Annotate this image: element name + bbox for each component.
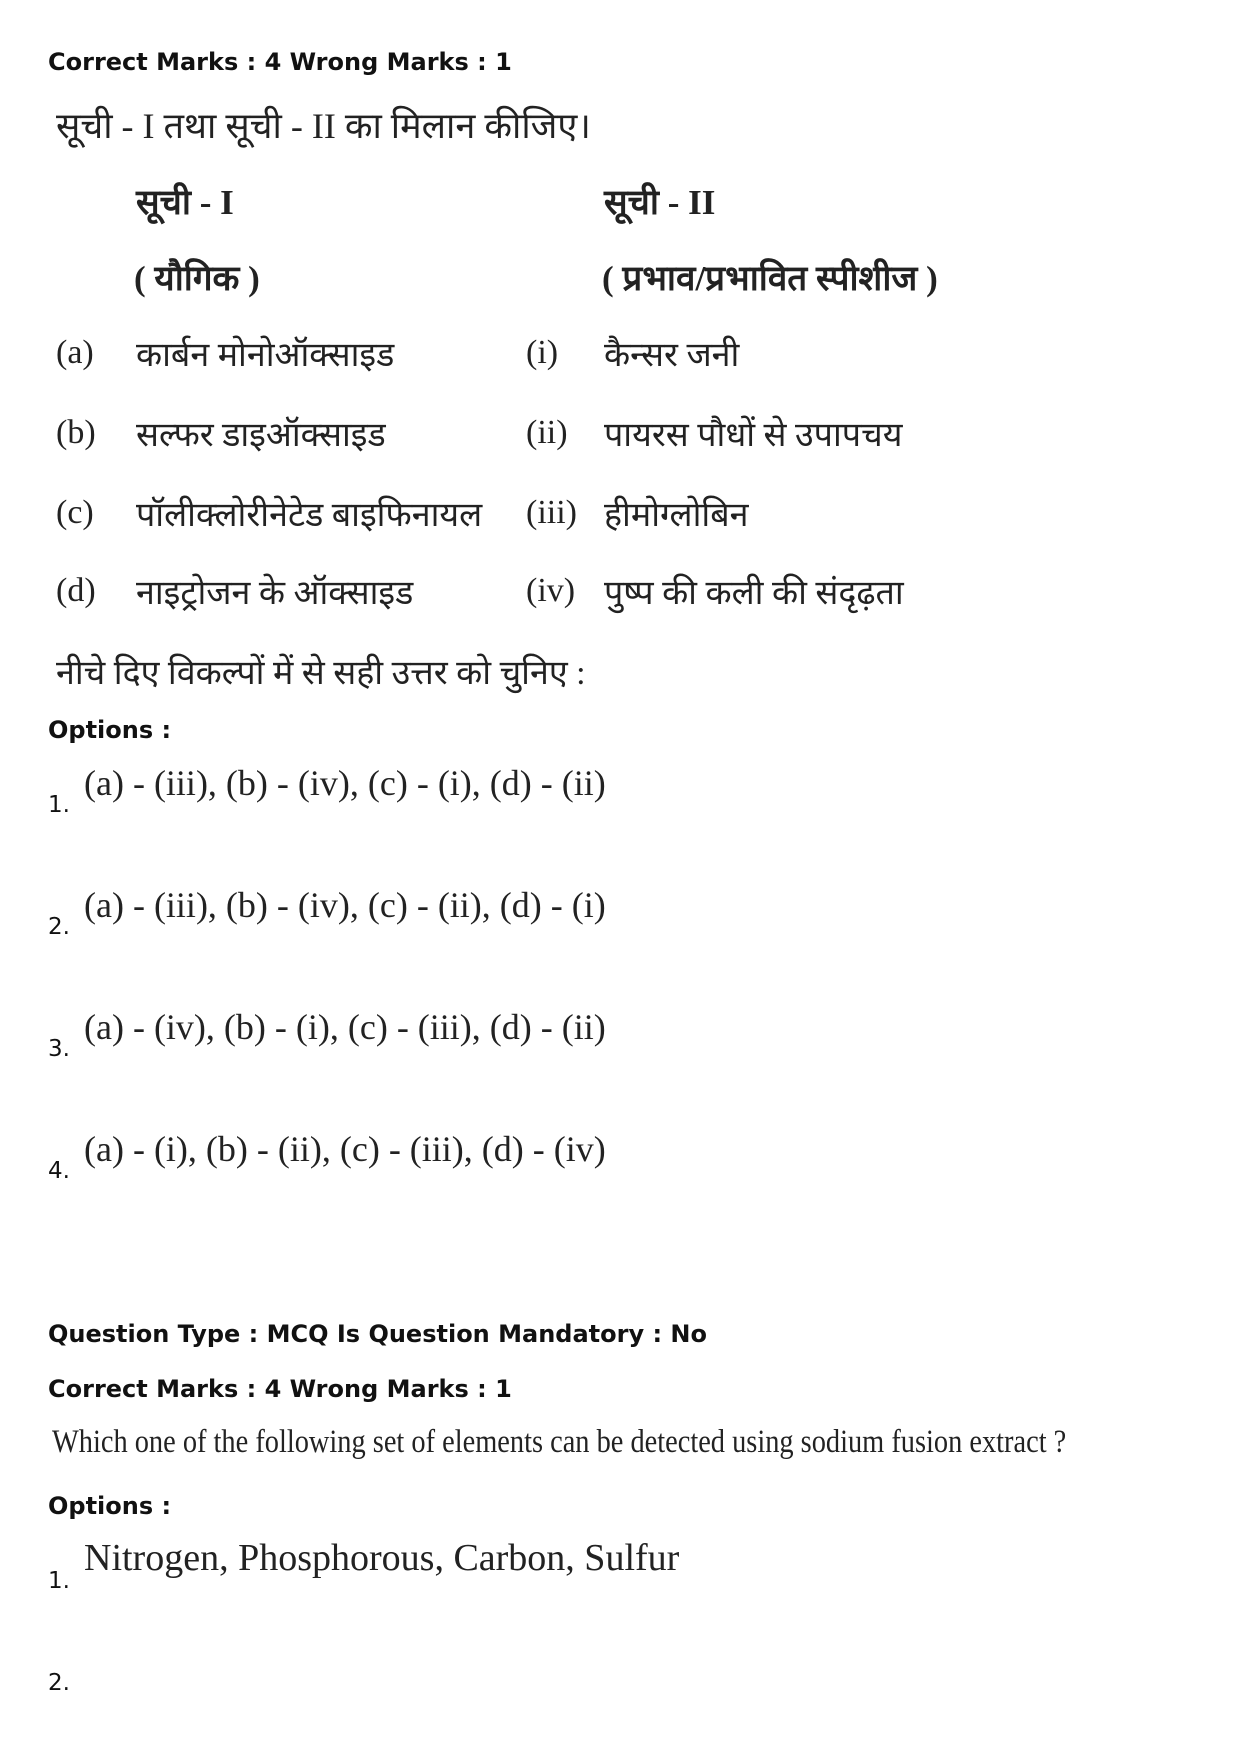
q1-option-4[interactable]: (a) - (i), (b) - (ii), (c) - (iii), (d) - (iv) [84,1129,606,1169]
list2-label-iii: (iii) [526,494,577,531]
list1-label-c: (c) [56,494,94,531]
q1-option-2[interactable]: (a) - (iii), (b) - (iv), (c) - (ii), (d) - (i) [84,885,606,925]
q1-marks-line: Correct Marks : 4 Wrong Marks : 1 [48,48,512,76]
q1-option-3-number: 3. [48,1036,70,1062]
list2-label-iv: (iv) [526,572,576,609]
q1-option-1[interactable]: (a) - (iii), (b) - (iv), (c) - (i), (d) - (ii) [84,763,606,803]
list2-item-iv: पुष्प की कली की संदृढ़ता [604,575,904,612]
list2-heading: सूची - II [604,183,716,222]
list2-label-ii: (ii) [526,414,568,451]
q2-marks-line: Correct Marks : 4 Wrong Marks : 1 [48,1375,512,1403]
list1-label-a: (a) [56,334,94,371]
list1-item-a: कार्बन मोनोऑक्साइड [136,337,395,374]
q2-option-1-number: 1. [48,1568,70,1594]
q1-instruction: नीचे दिए विकल्पों में से सही उत्तर को चुनिए : [56,655,586,692]
list1-item-c: पॉलीक्लोरीनेटेड बाइफिनायल [136,497,483,534]
list2-label-i: (i) [526,334,559,371]
q2-option-1[interactable]: Nitrogen, Phosphorous, Carbon, Sulfur [84,1537,680,1579]
q2-option-2-number: 2. [48,1670,70,1696]
list2-item-ii: पायरस पौधों से उपापचय [604,417,903,454]
q2-text: Which one of the following set of elements can be detected using sodium fusion extract ? [52,1424,1067,1460]
list1-item-b: सल्फर डाइऑक्साइड [136,417,386,454]
q2-type-line: Question Type : MCQ Is Question Mandatory : No [48,1320,707,1348]
q1-option-3[interactable]: (a) - (iv), (b) - (i), (c) - (iii), (d) - (ii) [84,1007,606,1047]
list1-heading: सूची - I [136,183,234,222]
q2-options-label: Options : [48,1492,172,1520]
q1-option-4-number: 4. [48,1158,70,1184]
list2-item-iii: हीमोग्लोबिन [604,497,749,534]
q1-option-1-number: 1. [48,792,70,818]
q1-option-2-number: 2. [48,914,70,940]
list2-item-i: कैन्सर जनी [604,337,740,374]
q1-title: सूची - I तथा सूची - II का मिलान कीजिए। [56,106,591,146]
list1-label-b: (b) [56,414,96,451]
list1-label-d: (d) [56,572,96,609]
list2-subheading: ( प्रभाव/प्रभावित स्पीशीज ) [602,259,938,298]
list1-subheading: ( यौगिक ) [134,259,260,298]
list1-item-d: नाइट्रोजन के ऑक्साइड [136,575,414,612]
q1-options-label: Options : [48,716,172,744]
